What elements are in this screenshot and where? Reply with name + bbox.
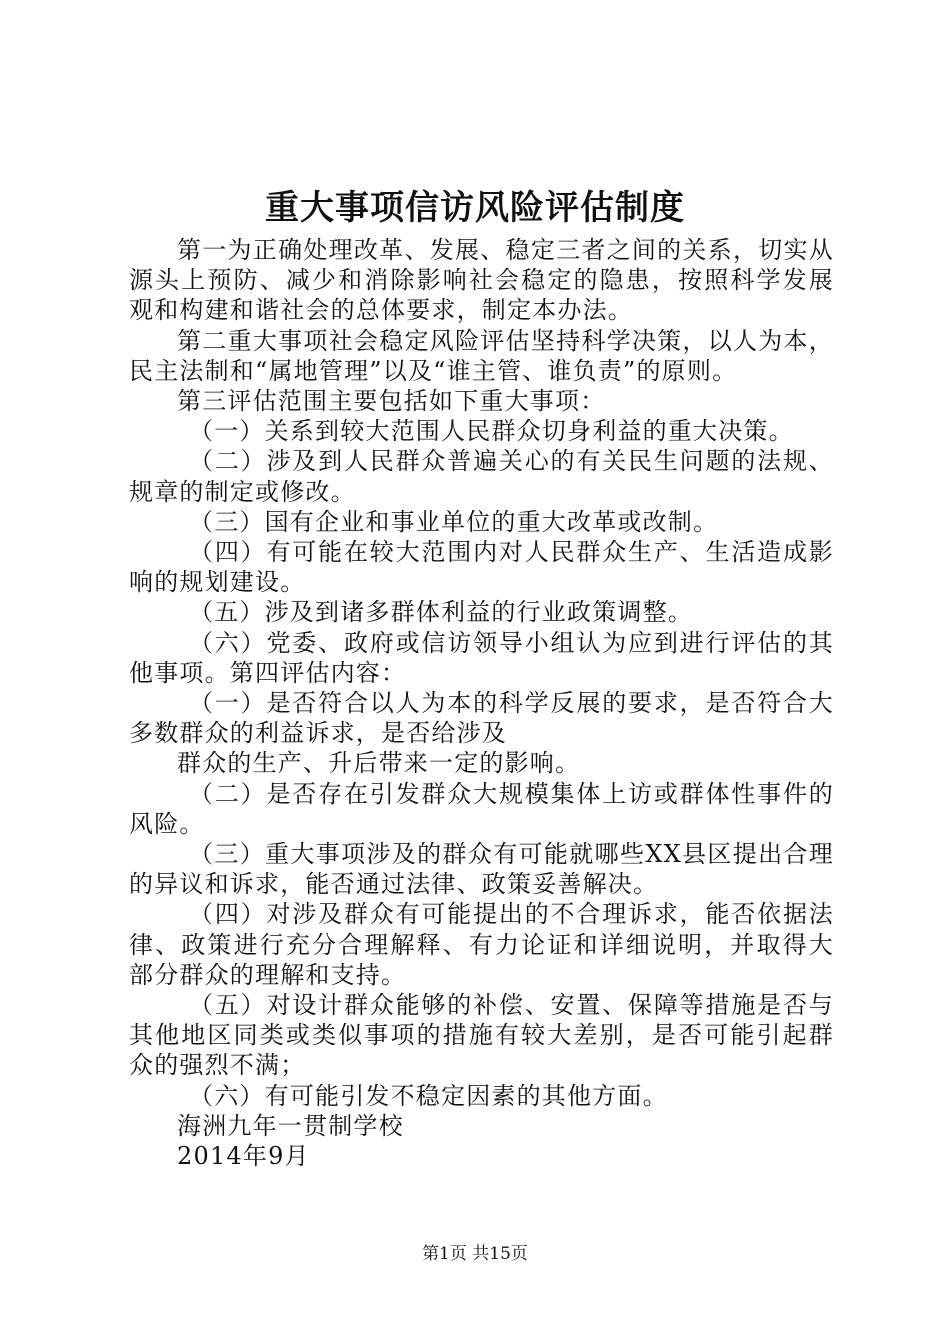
article-3-paragraph: 第三评估范围主要包括如下重大事项：: [177, 387, 606, 416]
scope-item-5: （五）涉及到诸多群体利益的行业政策调整。: [189, 598, 693, 627]
content-item-4: （四）对涉及群众有可能提出的不合理诉求，能否依据法律、政策进行充分合理解释、有力论证和详细说明，并取得大部分群众的理解和支持。: [129, 900, 834, 989]
content-item-2: （二）是否存在引发群众大规模集体上访或群体性事件的风险。: [129, 779, 834, 838]
signature-date: 2014年9月: [177, 1142, 310, 1171]
content-item-6: （六）有可能引发不稳定因素的其他方面。: [189, 1081, 668, 1110]
document-title: 重大事项信访风险评估制度: [265, 188, 685, 228]
content-item-3: （三）重大事项涉及的群众有可能就哪些XX县区提出合理的异议和诉求，能否通过法律、政策妥善解决。: [129, 840, 834, 899]
article-1-paragraph: 第一为正确处理改革、发展、稳定三者之间的关系，切实从源头上预防、减少和消除影响社会稳定的隐患，按照科学发展观和构建和谐社会的总体要求，制定本办法。: [129, 236, 834, 325]
scope-item-6: （六）党委、政府或信访领导小组认为应到进行评估的其他事项。第四评估内容：: [129, 628, 834, 687]
scope-item-1: （一）关系到较大范围人民群众切身利益的重大决策。: [189, 417, 794, 446]
scope-item-4: （四）有可能在较大范围内对人民群众生产、生活造成影响的规划建设。: [129, 538, 834, 597]
content-item-1: （一）是否符合以人为本的科学反展的要求，是否符合大多数群众的利益诉求，是否给涉及: [129, 689, 834, 748]
article-2-paragraph: 第二重大事项社会稳定风险评估坚持科学决策，以人为本，民主法制和“属地管理”以及“谁主管、谁负责”的原则。: [129, 326, 834, 385]
scope-item-3: （三）国有企业和事业单位的重大改革或改制。: [189, 507, 719, 536]
content-item-1-continued: 群众的生产、升后带来一定的影响。: [177, 749, 581, 778]
content-item-5: （五）对设计群众能够的补偿、安置、保障等措施是否与其他地区同类或类似事项的措施有较大差别，是否可能引起群众的强烈不满；: [129, 991, 834, 1080]
scope-item-2: （二）涉及到人民群众普遍关心的有关民生问题的法规、规章的制定或修改。: [129, 447, 834, 506]
document-body: [129, 235, 834, 1171]
page-number-footer: 第1页 共15页: [422, 1244, 528, 1264]
signature-organization: 海洲九年一贯制学校: [177, 1111, 404, 1140]
